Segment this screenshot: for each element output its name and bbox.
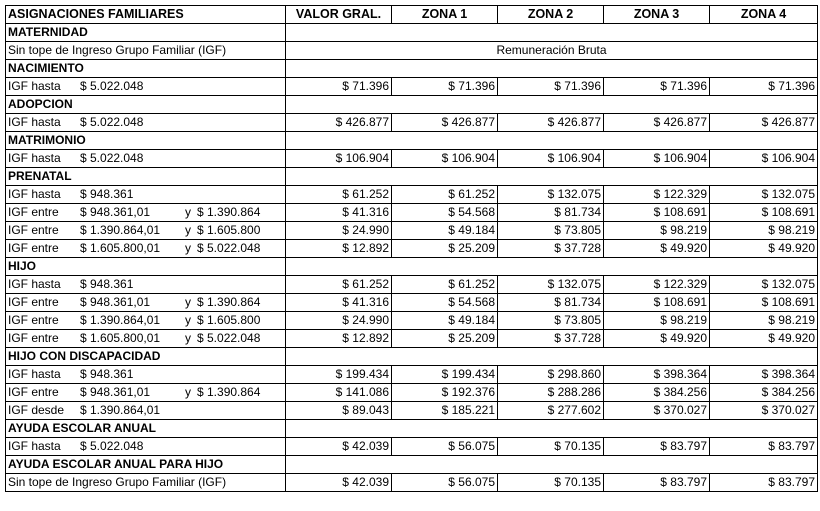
table-row: [6, 402, 818, 420]
row-label-part: y: [185, 313, 191, 327]
value-cell: $ 122.329: [604, 276, 710, 294]
value-cell: $ 41.316: [286, 204, 392, 222]
row-label-part: $ 5.022.048: [80, 151, 144, 165]
value-cell: $ 83.797: [604, 438, 710, 456]
value-cell: $ 288.286: [498, 384, 604, 402]
value-cell: $ 98.219: [604, 222, 710, 240]
value-cell: $ 132.075: [710, 186, 818, 204]
column-header: ASIGNACIONES FAMILIARES: [6, 6, 286, 24]
row-label-part: $ 1.390.864,01: [80, 403, 161, 417]
asignaciones-table: [5, 5, 818, 492]
table-row: [6, 240, 818, 258]
column-header: ZONA 3: [604, 6, 710, 24]
value-cell: $ 49.920: [710, 240, 818, 258]
table-row: [6, 222, 818, 240]
table-body: [6, 24, 818, 492]
section-header-row: [6, 420, 818, 438]
row-label: [6, 312, 286, 330]
row-label: [6, 42, 286, 60]
value-cell: $ 61.252: [392, 186, 498, 204]
section-title: AYUDA ESCOLAR ANUAL PARA HIJO: [6, 456, 286, 474]
table-row: [6, 384, 818, 402]
document-page: [5, 5, 818, 492]
row-label-part: $ 948.361: [80, 367, 134, 381]
row-label-part: $ 1.390.864,01: [80, 223, 161, 237]
section-title: AYUDA ESCOLAR ANUAL: [6, 420, 286, 438]
value-cell: $ 71.396: [392, 78, 498, 96]
value-cell: $ 89.043: [286, 402, 392, 420]
value-cell: $ 81.734: [498, 294, 604, 312]
value-cell: $ 70.135: [498, 474, 604, 492]
row-label-part: IGF entre: [8, 241, 59, 255]
row-label-part: $ 1.605.800,01: [80, 241, 161, 255]
row-label-part: IGF entre: [8, 205, 59, 219]
value-cell: $ 185.221: [392, 402, 498, 420]
row-label-part: IGF hasta: [8, 439, 61, 453]
section-header-blank: [286, 24, 818, 42]
value-cell: $ 81.734: [498, 204, 604, 222]
column-header: ZONA 2: [498, 6, 604, 24]
row-label-part: $ 1.605.800: [197, 223, 261, 237]
value-cell: $ 54.568: [392, 294, 498, 312]
value-cell: $ 12.892: [286, 240, 392, 258]
section-header-blank: [286, 168, 818, 186]
row-label-part: IGF hasta: [8, 79, 61, 93]
section-header-blank: [286, 60, 818, 78]
row-label: [6, 438, 286, 456]
row-label-part: $ 948.361: [80, 277, 134, 291]
row-label-part: y: [185, 241, 191, 255]
row-label: [6, 366, 286, 384]
row-label-part: $ 1.390.864: [197, 205, 261, 219]
value-cell: $ 384.256: [604, 384, 710, 402]
value-cell: $ 61.252: [286, 276, 392, 294]
row-label-part: $ 948.361,01: [80, 205, 151, 219]
value-cell: $ 370.027: [710, 402, 818, 420]
value-cell: $ 49.184: [392, 222, 498, 240]
table-row: [6, 294, 818, 312]
value-cell: $ 56.075: [392, 438, 498, 456]
value-cell: $ 122.329: [604, 186, 710, 204]
section-header-row: [6, 168, 818, 186]
value-cell: $ 25.209: [392, 330, 498, 348]
row-label-part: $ 1.390.864: [197, 295, 261, 309]
value-cell: $ 370.027: [604, 402, 710, 420]
value-cell: $ 61.252: [392, 276, 498, 294]
value-cell: $ 298.860: [498, 366, 604, 384]
value-cell: $ 106.904: [498, 150, 604, 168]
table-row: [6, 330, 818, 348]
row-label-part: y: [185, 223, 191, 237]
row-label: [6, 294, 286, 312]
value-cell: $ 37.728: [498, 240, 604, 258]
column-header: ZONA 1: [392, 6, 498, 24]
row-label: [6, 222, 286, 240]
value-cell: $ 25.209: [392, 240, 498, 258]
row-label: [6, 240, 286, 258]
section-header-row: [6, 258, 818, 276]
table-row: [6, 150, 818, 168]
value-cell: $ 426.877: [392, 114, 498, 132]
value-cell: $ 384.256: [710, 384, 818, 402]
row-label: [6, 330, 286, 348]
row-label-part: $ 1.605.800,01: [80, 331, 161, 345]
value-cell: $ 37.728: [498, 330, 604, 348]
value-cell: $ 42.039: [286, 438, 392, 456]
table-row: [6, 78, 818, 96]
row-label-part: IGF hasta: [8, 151, 61, 165]
row-label-part: IGF entre: [8, 313, 59, 327]
row-label-part: IGF entre: [8, 331, 59, 345]
value-cell: $ 398.364: [710, 366, 818, 384]
row-label-part: IGF hasta: [8, 367, 61, 381]
row-label-text: Sin tope de Ingreso Grupo Familiar (IGF): [8, 43, 227, 57]
value-cell: $ 192.376: [392, 384, 498, 402]
value-cell: $ 108.691: [604, 294, 710, 312]
section-title: PRENATAL: [6, 168, 286, 186]
section-title: MATRIMONIO: [6, 132, 286, 150]
value-cell: $ 106.904: [286, 150, 392, 168]
row-label-part: $ 5.022.048: [80, 115, 144, 129]
value-cell: $ 106.904: [604, 150, 710, 168]
row-label-part: y: [185, 385, 191, 399]
value-cell: $ 73.805: [498, 312, 604, 330]
section-header-blank: [286, 420, 818, 438]
row-label-part: $ 5.022.048: [80, 439, 144, 453]
section-title: HIJO CON DISCAPACIDAD: [6, 348, 286, 366]
section-title: HIJO: [6, 258, 286, 276]
header-row: [6, 6, 818, 24]
value-cell: $ 61.252: [286, 186, 392, 204]
table-row: [6, 114, 818, 132]
row-label: [6, 204, 286, 222]
section-title: MATERNIDAD: [6, 24, 286, 42]
row-label: [6, 474, 286, 492]
value-cell: $ 56.075: [392, 474, 498, 492]
row-label-part: y: [185, 205, 191, 219]
section-title: NACIMIENTO: [6, 60, 286, 78]
value-cell: $ 71.396: [710, 78, 818, 96]
row-label-part: $ 5.022.048: [80, 79, 144, 93]
value-cell: $ 426.877: [498, 114, 604, 132]
value-cell: $ 426.877: [286, 114, 392, 132]
value-cell: $ 41.316: [286, 294, 392, 312]
value-cell: $ 108.691: [604, 204, 710, 222]
row-label-part: $ 948.361,01: [80, 385, 151, 399]
value-cell: $ 54.568: [392, 204, 498, 222]
row-note: Remuneración Bruta: [286, 42, 818, 60]
value-cell: $ 141.086: [286, 384, 392, 402]
value-cell: $ 24.990: [286, 222, 392, 240]
value-cell: $ 49.920: [710, 330, 818, 348]
row-label: [6, 276, 286, 294]
section-header-row: [6, 348, 818, 366]
value-cell: $ 426.877: [604, 114, 710, 132]
row-label: [6, 186, 286, 204]
value-cell: $ 398.364: [604, 366, 710, 384]
table-row: [6, 474, 818, 492]
section-header-blank: [286, 456, 818, 474]
value-cell: $ 24.990: [286, 312, 392, 330]
table-row: [6, 312, 818, 330]
section-header-row: [6, 96, 818, 114]
value-cell: $ 426.877: [710, 114, 818, 132]
row-label-part: $ 5.022.048: [197, 241, 261, 255]
column-header: ZONA 4: [710, 6, 818, 24]
row-label-part: IGF entre: [8, 385, 59, 399]
table-row: [6, 366, 818, 384]
row-label: [6, 150, 286, 168]
row-label-part: IGF hasta: [8, 187, 61, 201]
value-cell: $ 108.691: [710, 294, 818, 312]
row-label-part: IGF hasta: [8, 115, 61, 129]
value-cell: $ 199.434: [392, 366, 498, 384]
value-cell: $ 277.602: [498, 402, 604, 420]
column-header: VALOR GRAL.: [286, 6, 392, 24]
section-title: ADOPCION: [6, 96, 286, 114]
value-cell: $ 49.920: [604, 240, 710, 258]
row-label-part: IGF entre: [8, 223, 59, 237]
value-cell: $ 49.184: [392, 312, 498, 330]
value-cell: $ 98.219: [710, 222, 818, 240]
value-cell: $ 98.219: [604, 312, 710, 330]
row-label: [6, 384, 286, 402]
row-label-part: IGF entre: [8, 295, 59, 309]
section-header-blank: [286, 258, 818, 276]
value-cell: $ 108.691: [710, 204, 818, 222]
row-label-part: $ 1.605.800: [197, 313, 261, 327]
row-label: [6, 402, 286, 420]
section-header-row: [6, 456, 818, 474]
section-header-blank: [286, 132, 818, 150]
value-cell: $ 98.219: [710, 312, 818, 330]
value-cell: $ 106.904: [392, 150, 498, 168]
value-cell: $ 70.135: [498, 438, 604, 456]
section-header-row: [6, 24, 818, 42]
section-header-row: [6, 132, 818, 150]
row-label-part: $ 948.361,01: [80, 295, 151, 309]
value-cell: $ 12.892: [286, 330, 392, 348]
table-row: [6, 186, 818, 204]
value-cell: $ 199.434: [286, 366, 392, 384]
section-header-blank: [286, 96, 818, 114]
value-cell: $ 73.805: [498, 222, 604, 240]
value-cell: $ 71.396: [604, 78, 710, 96]
value-cell: $ 83.797: [710, 438, 818, 456]
row-label-part: $ 948.361: [80, 187, 134, 201]
row-label-part: $ 1.390.864: [197, 385, 261, 399]
row-label-part: $ 5.022.048: [197, 331, 261, 345]
value-cell: $ 42.039: [286, 474, 392, 492]
row-label-part: y: [185, 331, 191, 345]
value-cell: $ 71.396: [286, 78, 392, 96]
row-label-text: Sin tope de Ingreso Grupo Familiar (IGF): [8, 475, 227, 489]
value-cell: $ 132.075: [498, 276, 604, 294]
section-header-blank: [286, 348, 818, 366]
value-cell: $ 49.920: [604, 330, 710, 348]
row-label-part: $ 1.390.864,01: [80, 313, 161, 327]
value-cell: $ 106.904: [710, 150, 818, 168]
value-cell: $ 132.075: [498, 186, 604, 204]
value-cell: $ 83.797: [604, 474, 710, 492]
table-row: [6, 276, 818, 294]
row-label: [6, 114, 286, 132]
row-label-part: IGF hasta: [8, 277, 61, 291]
value-cell: $ 132.075: [710, 276, 818, 294]
table-row: [6, 438, 818, 456]
table-row: [6, 204, 818, 222]
section-header-row: [6, 60, 818, 78]
table-row: [6, 42, 818, 60]
value-cell: $ 71.396: [498, 78, 604, 96]
value-cell: $ 83.797: [710, 474, 818, 492]
row-label: [6, 78, 286, 96]
row-label-part: IGF desde: [8, 403, 65, 417]
row-label-part: y: [185, 295, 191, 309]
